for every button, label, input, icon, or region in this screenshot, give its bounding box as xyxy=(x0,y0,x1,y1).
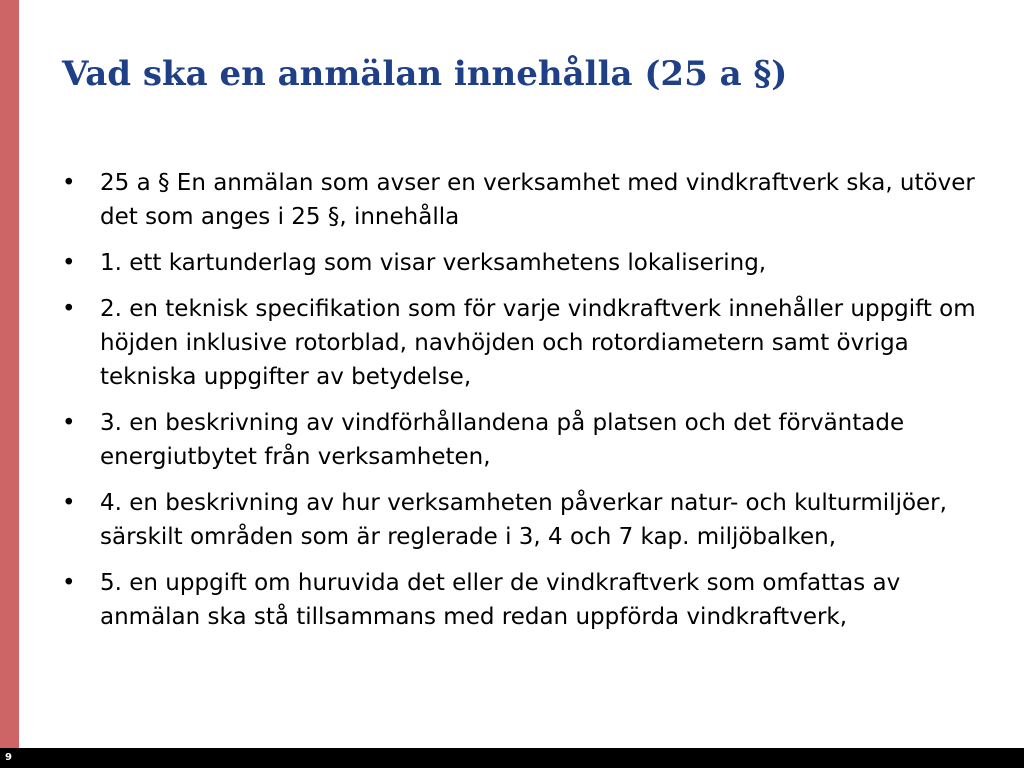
bullet-text: 25 a § En anmälan som avser en verksamhet med vindkraftverk ska, utöver det som anges i 25 §, innehålla xyxy=(100,170,975,230)
bullet-text: 3. en beskrivning av vindförhållandena på platsen och det förväntade energiutbytet från verksamheten, xyxy=(100,410,905,470)
bullet-icon: • xyxy=(62,490,76,516)
slide-title: Vad ska en anmälan innehålla (25 a §) xyxy=(62,54,788,94)
footer-bar xyxy=(0,748,1024,768)
bullet-icon: • xyxy=(62,250,76,276)
bullet-item xyxy=(62,486,982,554)
bullet-icon: • xyxy=(62,296,76,322)
page-number: 9 xyxy=(5,752,12,763)
bullet-item xyxy=(62,406,982,474)
bullet-text: 4. en beskrivning av hur verksamheten påverkar natur- och kulturmiljöer, särskilt områden som är reglerade i 3, 4 och 7 kap. miljöbalken, xyxy=(100,490,947,550)
bullet-list xyxy=(62,166,982,646)
bullet-text: 2. en teknisk specifikation som för varje vindkraftverk innehåller uppgift om höjden inklusive rotorblad, navhöjden och rotordiametern samt övriga tekniska uppgifter av betydelse, xyxy=(100,296,976,390)
bullet-item xyxy=(62,566,982,634)
left-accent-bar xyxy=(0,0,19,748)
bullet-item xyxy=(62,166,982,234)
bullet-icon: • xyxy=(62,170,76,196)
bullet-item xyxy=(62,292,982,394)
bullet-icon: • xyxy=(62,410,76,436)
bullet-icon: • xyxy=(62,570,76,596)
bullet-text: 5. en uppgift om huruvida det eller de vindkraftverk som omfattas av anmälan ska stå tillsammans med redan uppförda vindkraftverk, xyxy=(100,570,901,630)
bullet-item xyxy=(62,246,982,280)
bullet-text: 1. ett kartunderlag som visar verksamhetens lokalisering, xyxy=(100,250,767,276)
